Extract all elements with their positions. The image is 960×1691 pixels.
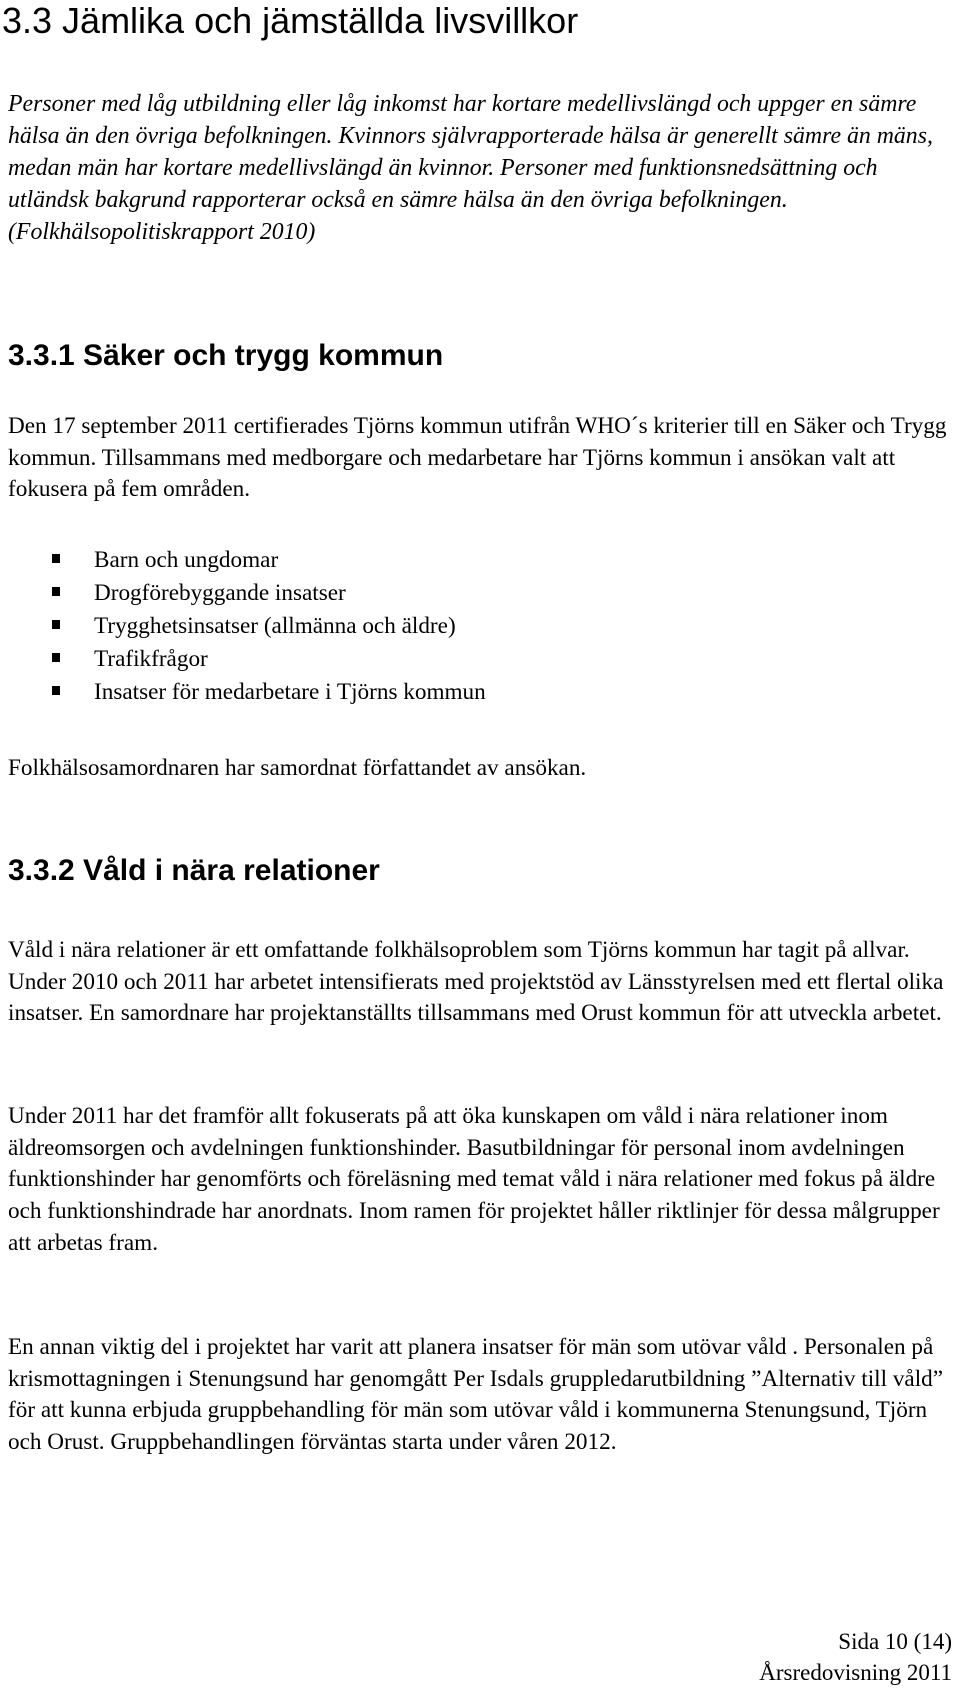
bullet-square-icon: [52, 653, 60, 662]
intro-paragraph: Personer med låg utbildning eller låg inkomst har kortare medellivslängd och uppger en sämre hälsa än den övriga befolkningen. Kvinnors självrapporterade hälsa är generellt sämre än mäns, medan män har kortare medellivslängd än kvinnor. Personer med funktionsnedsättning och utländsk bakgrund rapporterar också en sämre hälsa än den övriga befolkningen.(Folkhälsopolitiskrapport 2010): [8, 91, 933, 245]
violence-paragraph-1: Våld i nära relationer är ett omfattande folkhälsoproblem som Tjörns kommun har tagit på allvar. Under 2010 och 2011 har arbetet intensifierats med projektstöd av Länsstyrelsen med ett flertal olika insatser. En samordnare har projektanställts tillsammans med Orust kommun för att utveckla arbetet.: [8, 937, 944, 1027]
heading-violence-close-relations: 3.3.2 Våld i nära relationer: [8, 854, 380, 887]
certification-paragraph: Den 17 september 2011 certifierades Tjörns kommun utifrån WHO´s kriterier till en Säker och Trygg kommun. Tillsammans med medborgare och medarbetare har Tjörns kommun i ansökan valt att fokusera på fem områden.: [8, 413, 947, 503]
bullet-square-icon: [52, 620, 60, 629]
violence-paragraph-2: Under 2011 har det framför allt fokuserats på att öka kunskapen om våld i nära relationer inom äldreomsorgen och avdelningen funktionshinder. Basutbildningar för personal inom avdelningen funktionshinder har genomförts och föreläsning med temat våld i nära relationer med fokus på äldre och funktionshindrade har anordnats. Inom ramen för projektet håller riktlinjer för dessa målgrupper att arbetas fram.: [8, 1103, 940, 1256]
bullet-square-icon: [52, 587, 60, 596]
violence-paragraph-3: En annan viktig del i projektet har varit att planera insatser för män som utövar våld . Personalen på krismottagningen i Stenungsund har genomgått Per Isdals gruppledarutbildning ”Alternativ till våld” för att kunna erbjuda gruppbehandling för män som utövar våld i kommunerna Stenungsund, Tjörn och Orust. Gruppbehandlingen förväntas starta under våren 2012.: [8, 1334, 944, 1456]
bullet-square-icon: [52, 554, 60, 563]
list-item: Drogförebyggande insatser: [8, 577, 486, 610]
heading-safe-municipality: 3.3.1 Säker och trygg kommun: [8, 339, 444, 372]
focus-areas-list: [8, 544, 486, 709]
bullet-square-icon: [52, 686, 60, 695]
list-item: Trygghetsinsatser (allmänna och äldre): [8, 610, 486, 643]
application-closing-line: Folkhälsosamordnaren har samordnat författandet av ansökan.: [8, 755, 587, 781]
list-item: Trafikfrågor: [8, 643, 486, 676]
list-item: Insatser för medarbetare i Tjörns kommun: [8, 676, 486, 709]
section-title: 3.3 Jämlika och jämställda livsvillkor: [2, 0, 579, 41]
footer-document-title: Årsredovisning 2011: [759, 1660, 952, 1685]
list-item: Barn och ungdomar: [8, 544, 486, 577]
page-number: Sida 10 (14): [838, 1629, 952, 1654]
